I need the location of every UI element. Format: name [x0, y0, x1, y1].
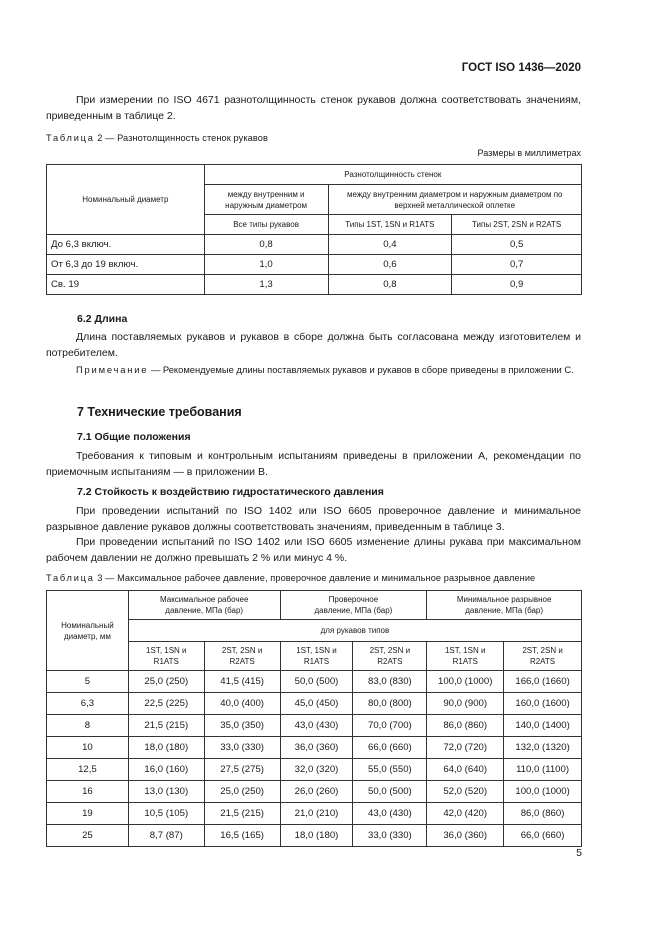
table2-cell: 0,8 — [204, 235, 328, 255]
table2-caption — [46, 133, 268, 143]
table-row — [47, 803, 582, 825]
table3 — [46, 590, 582, 847]
table3-cell: 36,0 (360) — [280, 737, 353, 759]
section-7-1-title: 7.1 Общие положения — [77, 431, 191, 443]
table3-cell: 8,7 (87) — [128, 825, 204, 847]
table3-cell: 21,5 (215) — [128, 715, 204, 737]
table-row — [47, 825, 582, 847]
table3-type-2: 2ST, 2SN и R2ATS — [204, 642, 280, 671]
table2 — [46, 164, 582, 295]
table3-cell: 90,0 (900) — [427, 693, 504, 715]
table2-cell: 0,4 — [328, 235, 452, 255]
table-row — [47, 671, 582, 693]
section-6-2-title: 6.2 Длина — [77, 313, 128, 325]
table3-cell: 72,0 (720) — [427, 737, 504, 759]
table2-cell: 0,9 — [452, 275, 582, 295]
section-7-1-text: Требования к типовым и контрольным испытаниям приведены в приложении А, рекомендации по приемочным испытаниям — в приложении В. — [46, 450, 581, 478]
table3-cell: 21,0 (210) — [280, 803, 353, 825]
table3-caption-text: 3 — Максимальное рабочее давление, проверочное давление и минимальное разрывное давление — [94, 573, 536, 583]
table3-cell: 43,0 (430) — [280, 715, 353, 737]
table3-header-burst: Минимальное разрывное давление, МПа (бар) — [427, 591, 582, 620]
table3-type-1: 1ST, 1SN и R1ATS — [280, 642, 353, 671]
table2-header-type-all: Все типы рукавов — [204, 215, 328, 235]
table2-row-label: От 6,3 до 19 включ. — [47, 255, 205, 275]
table3-cell: 70,0 (700) — [353, 715, 427, 737]
table3-caption — [46, 573, 535, 583]
table3-cell: 16,5 (165) — [204, 825, 280, 847]
table3-cell: 32,0 (320) — [280, 759, 353, 781]
table3-type-2: 2ST, 2SN и R2ATS — [504, 642, 582, 671]
table3-cell: 22,5 (225) — [128, 693, 204, 715]
table3-cell: 83,0 (830) — [353, 671, 427, 693]
section-7-2-text-2: При проведении испытаний по ISO 1402 или ISO 6605 изменение длины рукава при максимальном рабочем давлении не должно превышать 2 % или минус 4 %. — [46, 536, 581, 564]
table3-row-label: 16 — [47, 781, 129, 803]
table3-cell: 25,0 (250) — [128, 671, 204, 693]
table3-cell: 33,0 (330) — [353, 825, 427, 847]
table2-row-label: До 6,3 включ. — [47, 235, 205, 255]
table3-cell: 86,0 (860) — [427, 715, 504, 737]
table3-header-max: Максимальное рабочее давление, МПа (бар) — [128, 591, 280, 620]
table-row — [47, 715, 582, 737]
note-text: — Рекомендуемые длины поставляемых рукавов и рукавов в сборе приведены в приложении С. — [148, 364, 574, 375]
table2-header-inner-braid: между внутренним диаметром и наружным диаметром по верхней металлической оплетке — [328, 185, 582, 215]
table3-cell: 66,0 (660) — [504, 825, 582, 847]
note-label: Примечание — [76, 364, 149, 375]
document-header: ГОСТ ISO 1436—2020 — [461, 62, 581, 74]
table2-cell: 1,3 — [204, 275, 328, 295]
table2-cell: 1,0 — [204, 255, 328, 275]
table3-cell: 132,0 (1320) — [504, 737, 582, 759]
table2-header-type-1: Типы 1ST, 1SN и R1ATS — [328, 215, 452, 235]
table3-cell: 16,0 (160) — [128, 759, 204, 781]
table3-cell: 10,5 (105) — [128, 803, 204, 825]
table3-cell: 26,0 (260) — [280, 781, 353, 803]
table3-cell: 36,0 (360) — [427, 825, 504, 847]
table2-header-type-2: Типы 2ST, 2SN и R2ATS — [452, 215, 582, 235]
table2-units: Размеры в миллиметрах — [477, 148, 581, 158]
table3-cell: 66,0 (660) — [353, 737, 427, 759]
table3-cell: 100,0 (1000) — [504, 781, 582, 803]
table2-header-group: Разнотолщинность стенок — [204, 165, 581, 185]
table3-cell: 40,0 (400) — [204, 693, 280, 715]
table3-type-1: 1ST, 1SN и R1ATS — [427, 642, 504, 671]
table3-cell: 110,0 (1100) — [504, 759, 582, 781]
section-7-2-title: 7.2 Стойкость к воздействию гидростатического давления — [77, 486, 384, 498]
table2-caption-text: 2 — Разнотолщинность стенок рукавов — [94, 133, 268, 143]
table3-cell: 140,0 (1400) — [504, 715, 582, 737]
table3-cell: 50,0 (500) — [280, 671, 353, 693]
table3-cell: 100,0 (1000) — [427, 671, 504, 693]
table3-cell: 18,0 (180) — [280, 825, 353, 847]
page-number: 5 — [576, 847, 582, 859]
table3-cell: 45,0 (450) — [280, 693, 353, 715]
table-row — [47, 255, 582, 275]
table3-row-label: 12,5 — [47, 759, 129, 781]
table2-header-nominal: Номинальный диаметр — [47, 165, 205, 235]
table3-header-nominal: Номинальный диаметр, мм — [47, 591, 129, 671]
table-row — [47, 781, 582, 803]
table3-header-types: для рукавов типов — [128, 620, 581, 642]
table3-cell: 86,0 (860) — [504, 803, 582, 825]
table3-row-label: 6,3 — [47, 693, 129, 715]
table-row — [47, 693, 582, 715]
table3-row-label: 19 — [47, 803, 129, 825]
table-row — [47, 737, 582, 759]
table3-type-2: 2ST, 2SN и R2ATS — [353, 642, 427, 671]
table3-cell: 35,0 (350) — [204, 715, 280, 737]
table3-cell: 64,0 (640) — [427, 759, 504, 781]
table3-cell: 21,5 (215) — [204, 803, 280, 825]
table3-caption-label: Таблица — [46, 573, 95, 583]
table3-cell: 50,0 (500) — [353, 781, 427, 803]
table3-cell: 80,0 (800) — [353, 693, 427, 715]
table3-row-label: 10 — [47, 737, 129, 759]
table2-row-label: Св. 19 — [47, 275, 205, 295]
table3-header-proof: Проверочное давление, МПа (бар) — [280, 591, 427, 620]
table-row — [47, 235, 582, 255]
table3-cell: 13,0 (130) — [128, 781, 204, 803]
table2-cell: 0,7 — [452, 255, 582, 275]
table3-cell: 18,0 (180) — [128, 737, 204, 759]
section-7-2-text-1: При проведении испытаний по ISO 1402 или ISO 6605 проверочное давление и минимальное разрывное давление рукавов должны соответствовать значениям, приведенным в таблице 3. — [46, 505, 581, 533]
table3-cell: 166,0 (1660) — [504, 671, 582, 693]
table3-cell: 27,5 (275) — [204, 759, 280, 781]
table2-header-inner-outer: между внутренним и наружным диаметром — [204, 185, 328, 215]
table3-cell: 25,0 (250) — [204, 781, 280, 803]
table3-cell: 33,0 (330) — [204, 737, 280, 759]
section-7-title: 7 Технические требования — [77, 405, 242, 419]
table3-cell: 160,0 (1600) — [504, 693, 582, 715]
table3-row-label: 8 — [47, 715, 129, 737]
table-row — [47, 275, 582, 295]
table3-cell: 52,0 (520) — [427, 781, 504, 803]
table3-type-1: 1ST, 1SN и R1ATS — [128, 642, 204, 671]
table-row — [47, 759, 582, 781]
table3-cell: 43,0 (430) — [353, 803, 427, 825]
table3-body — [47, 671, 582, 847]
intro-paragraph: При измерении по ISO 4671 разнотолщинность стенок рукавов должна соответствовать значениям, приведенным в таблице 2. — [46, 94, 581, 122]
table3-cell: 41,5 (415) — [204, 671, 280, 693]
table2-caption-label: Таблица — [46, 133, 95, 143]
table2-cell: 0,6 — [328, 255, 452, 275]
table3-row-label: 5 — [47, 671, 129, 693]
table2-cell: 0,8 — [328, 275, 452, 295]
table3-row-label: 25 — [47, 825, 129, 847]
table2-cell: 0,5 — [452, 235, 582, 255]
table3-cell: 42,0 (420) — [427, 803, 504, 825]
table3-cell: 55,0 (550) — [353, 759, 427, 781]
section-6-2-note — [46, 363, 581, 377]
section-6-2-text: Длина поставляемых рукавов и рукавов в сборе должна быть согласована между изготовителем и потребителем. — [46, 331, 581, 359]
